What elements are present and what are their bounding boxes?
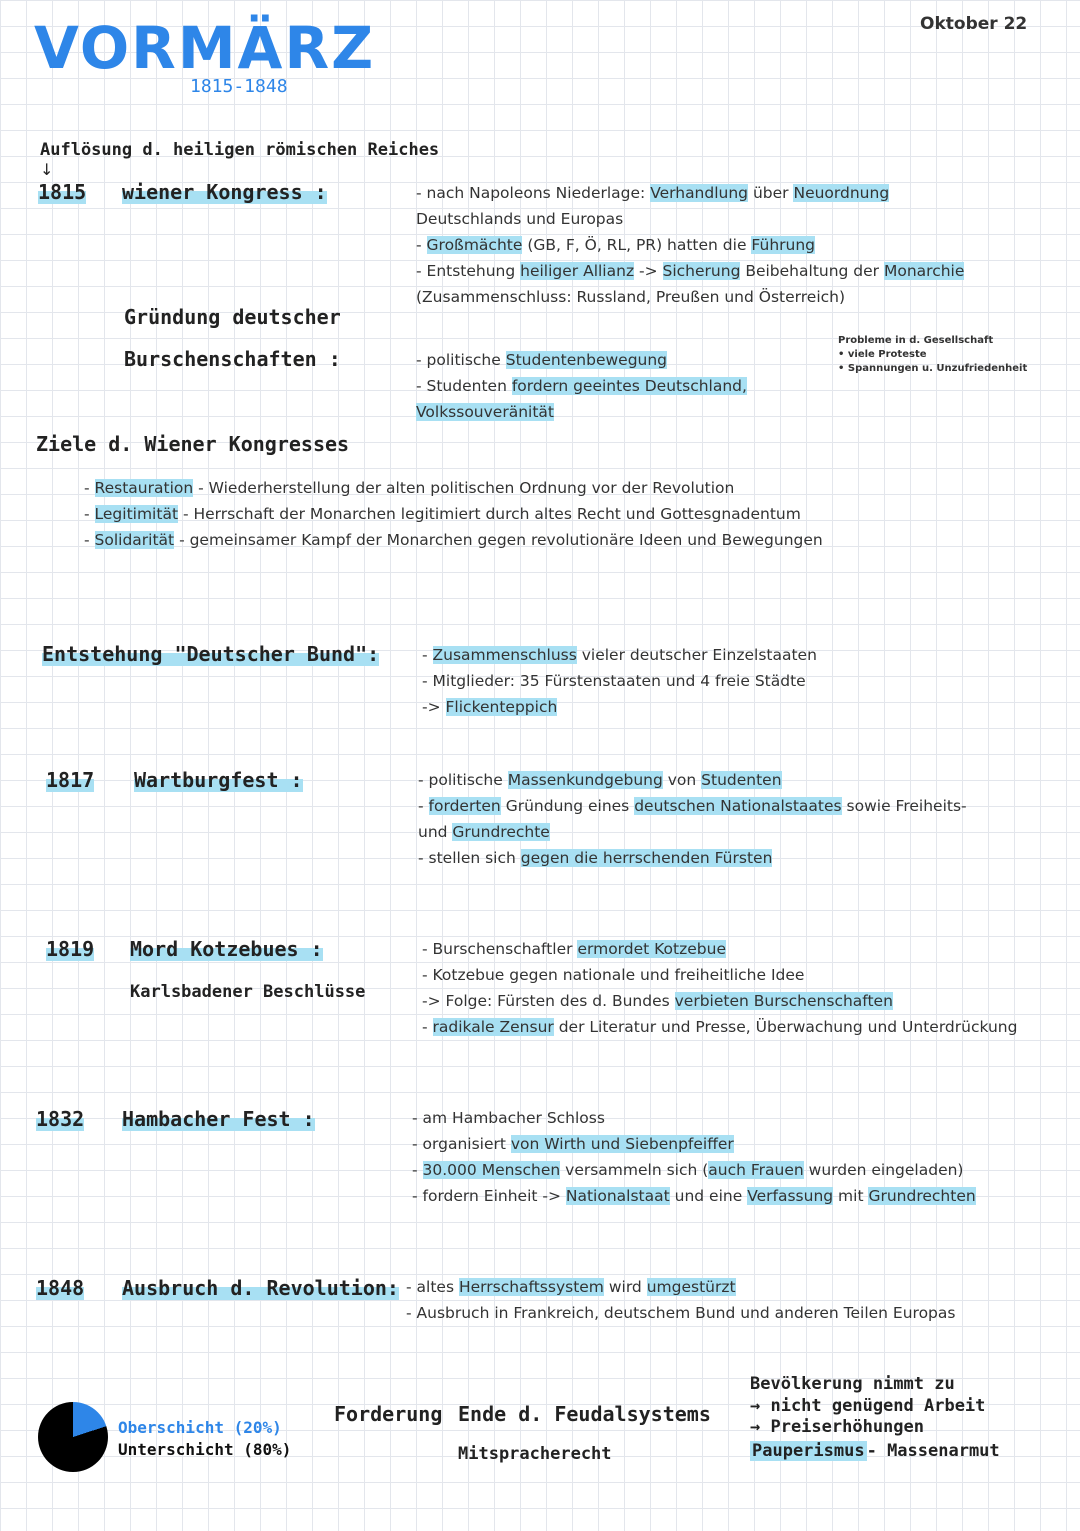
- pauperismus-line: [750, 1441, 1000, 1461]
- wartburg-note: und Grundrechte: [418, 823, 550, 841]
- revolution-note: - Ausbruch in Frankreich, deutschem Bund und anderen Teilen Europas: [406, 1304, 956, 1322]
- oberschicht-label: Oberschicht (20%): [118, 1418, 282, 1437]
- ziel-item: - Solidarität - gemeinsamer Kampf der Monarchen gegen revolutionäre Ideen und Bewegungen: [84, 531, 823, 549]
- revolution-note: - altes Herrschaftssystem wird umgestürzt: [406, 1278, 736, 1296]
- ziel-item: - Legitimität - Herrschaft der Monarchen legitimiert durch altes Recht und Gottesgnadentum: [84, 505, 801, 523]
- bevoelkerung-label: Bevölkerung nimmt zu: [750, 1374, 955, 1394]
- bund-notes: [422, 642, 817, 720]
- bund-note: - Mitglieder: 35 Fürstenstaaten und 4 freie Städte: [422, 672, 806, 690]
- burschen-heading-2: Burschenschaften :: [124, 347, 341, 371]
- down-arrow-icon: ↓: [40, 160, 54, 179]
- kotzebue-heading: Mord Kotzebues :: [130, 937, 323, 961]
- bund-note: - Zusammenschluss vieler deutscher Einzelstaaten: [422, 646, 817, 664]
- wiener-note: (Zusammenschluss: Russland, Preußen und Österreich): [416, 288, 846, 306]
- wiener-kongress-heading: wiener Kongress :: [122, 180, 327, 204]
- deutscher-bund-heading: Entstehung "Deutscher Bund":: [42, 642, 380, 666]
- society-pie-chart: [38, 1402, 108, 1472]
- pauperismus-term: Pauperismus: [752, 1441, 865, 1461]
- wiener-note: - nach Napoleons Niederlage: Verhandlung über Neuordnung: [416, 184, 890, 202]
- hambach-note: - organisiert von Wirth und Siebenpfeiffer: [412, 1135, 734, 1153]
- bund-note: -> Flickenteppich: [422, 698, 558, 716]
- wartburg-note: - politische Massenkundgebung von Studenten: [418, 771, 782, 789]
- bevoelkerung-point: → nicht genügend Arbeit: [750, 1396, 986, 1416]
- year-1817: 1817: [46, 768, 95, 792]
- period-years: 1815-1848: [190, 76, 288, 97]
- wiener-note: - Entstehung heiliger Allianz -> Sicherung Beibehaltung der Monarchie: [416, 262, 965, 280]
- hambach-note: - fordern Einheit -> Nationalstaat und eine Verfassung mit Grundrechten: [412, 1187, 976, 1205]
- kotzebue-note: - radikale Zensur der Literatur und Presse, Überwachung und Unterdrückung: [422, 1018, 1018, 1036]
- wiener-note: Deutschlands und Europas: [416, 210, 624, 228]
- wartburg-note: - stellen sich gegen die herrschenden Fürsten: [418, 849, 773, 867]
- side-note-title: Probleme in d. Gesellschaft: [838, 335, 994, 346]
- unterschicht-label: Unterschicht (80%): [118, 1440, 292, 1459]
- hambach-note: - 30.000 Menschen versammeln sich (auch Frauen wurden eingeladen): [412, 1161, 964, 1179]
- intro-line: Auflösung d. heiligen römischen Reiches: [40, 140, 440, 160]
- burschen-notes: [416, 347, 747, 425]
- forderung-item: Ende d. Feudalsystems: [458, 1402, 711, 1426]
- burschen-note: - Studenten fordern geeintes Deutschland,: [416, 377, 747, 395]
- hambach-note: - am Hambacher Schloss: [412, 1109, 605, 1127]
- side-note-item: • viele Proteste: [838, 349, 927, 360]
- hambacher-fest-heading: Hambacher Fest :: [122, 1107, 315, 1131]
- karlsbad-heading: Karlsbadener Beschlüsse: [130, 982, 366, 1002]
- wartburgfest-heading: Wartburgfest :: [134, 768, 303, 792]
- burschen-note: Volkssouveränität: [416, 403, 554, 421]
- ziele-notes: [84, 475, 823, 553]
- ziele-heading: Ziele d. Wiener Kongresses: [36, 432, 350, 456]
- kotzebue-note: -> Folge: Fürsten des d. Bundes verbieten Burschenschaften: [422, 992, 893, 1010]
- revolution-notes: [406, 1274, 955, 1326]
- wartburg-note: - forderten Gründung eines deutschen Nationalstaates sowie Freiheits-: [418, 797, 967, 815]
- hambach-notes: [412, 1105, 976, 1209]
- forderung-item: Mitspracherecht: [458, 1444, 612, 1464]
- year-1848: 1848: [36, 1276, 85, 1300]
- kotzebue-notes: [422, 936, 1017, 1040]
- year-1815: 1815: [38, 180, 87, 204]
- wiener-note: - Großmächte (GB, F, Ö, RL, PR) hatten die Führung: [416, 236, 815, 254]
- side-note: [838, 334, 1027, 376]
- burschen-note: - politische Studentenbewegung: [416, 351, 668, 369]
- wiener-notes: [416, 180, 964, 310]
- wartburg-notes: [418, 767, 967, 871]
- year-1832: 1832: [36, 1107, 85, 1131]
- pauperismus-definition: - Massenarmut: [866, 1441, 1000, 1461]
- bevoelkerung-point: → Preiserhöhungen: [750, 1417, 924, 1437]
- page-title: VORMÄRZ: [34, 14, 376, 82]
- ziel-item: - Restauration - Wiederherstellung der alten politischen Ordnung vor der Revolution: [84, 479, 735, 497]
- kotzebue-note: - Kotzebue gegen nationale und freiheitliche Idee: [422, 966, 805, 984]
- burschen-heading-1: Gründung deutscher: [124, 305, 341, 329]
- year-1819: 1819: [46, 937, 95, 961]
- side-note-item: • Spannungen u. Unzufriedenheit: [838, 363, 1028, 374]
- forderung-label: Forderung: [334, 1402, 443, 1426]
- revolution-heading: Ausbruch d. Revolution:: [122, 1276, 399, 1300]
- date-label: Oktober 22: [920, 14, 1028, 34]
- kotzebue-note: - Burschenschaftler ermordet Kotzebue: [422, 940, 726, 958]
